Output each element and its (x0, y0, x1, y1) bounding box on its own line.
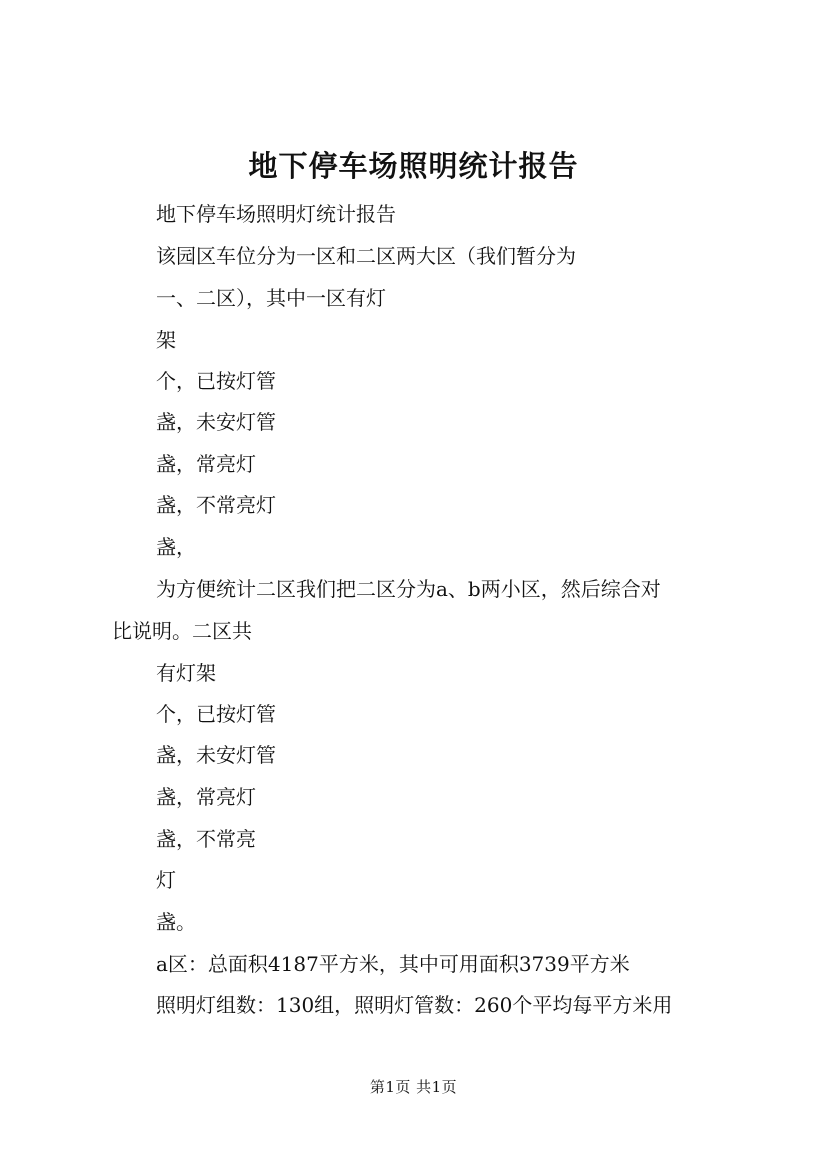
paragraph-line: 比说明。二区共 (112, 619, 252, 643)
paragraph-line: 灯 (156, 868, 176, 892)
page-number-footer: 第1页 共1页 (369, 1078, 458, 1096)
paragraph-line: 架 (156, 328, 176, 352)
paragraph-line: 盏，不常亮 (156, 827, 256, 851)
paragraph-line: 该园区车位分为一区和二区两大区（我们暂分为 (156, 244, 576, 268)
paragraph-line: 有灯架 (156, 661, 216, 685)
paragraph-line: 地下停车场照明灯统计报告 (156, 202, 396, 226)
paragraph-line: 盏，未安灯管 (156, 743, 276, 767)
paragraph-line: 盏， (156, 535, 196, 559)
paragraph-line: 个，已按灯管 (156, 369, 276, 393)
document-title: 地下停车场照明统计报告 (248, 149, 579, 183)
paragraph-line: 为方便统计二区我们把二区分为a、b两小区，然后综合对 (156, 577, 661, 601)
paragraph-line: 一、二区），其中一区有灯 (156, 286, 386, 310)
paragraph-line: 照明灯组数：130组，照明灯管数：260个平均每平方米用 (156, 993, 673, 1017)
paragraph-line: 盏，未安灯管 (156, 410, 276, 434)
paragraph-line: 盏，不常亮灯 (156, 493, 276, 517)
paragraph-line: 个，已按灯管 (156, 702, 276, 726)
paragraph-line: 盏。 (156, 910, 196, 934)
paragraph-line: a区：总面积4187平方米，其中可用面积3739平方米 (156, 952, 630, 976)
paragraph-line: 盏，常亮灯 (156, 785, 256, 809)
paragraph-line: 盏，常亮灯 (156, 452, 256, 476)
